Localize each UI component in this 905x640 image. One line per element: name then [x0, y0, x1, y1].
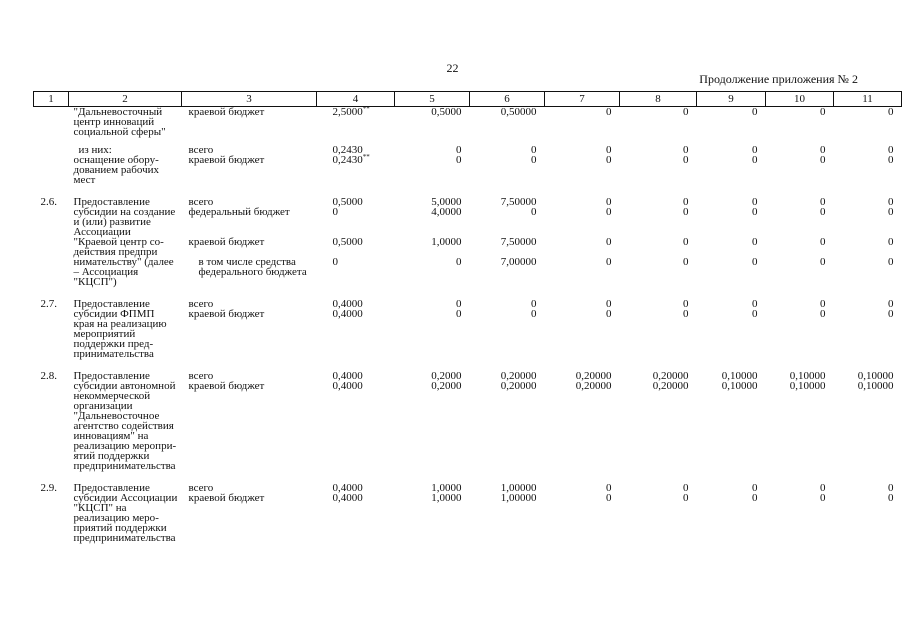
row-name: субсидии автономной некоммерческой организации "Дальневосточное агентство содействия инновациям" на реализацию мероприятий поддержки предпринимательства [73, 380, 177, 472]
row-source: всего [188, 196, 214, 208]
value-col7: 0 [606, 308, 612, 320]
column-header: 1 [34, 92, 69, 107]
continuation-label: Продолжение приложения № 2 [699, 72, 858, 86]
value-col8: 0 [683, 196, 689, 208]
value-col9: 0 [752, 196, 758, 208]
row-number [34, 493, 69, 543]
page-number: 22 [446, 61, 459, 75]
value-col11: 0 [888, 482, 894, 494]
row-number [34, 381, 69, 471]
value-col6: 0,20000 [500, 380, 537, 392]
value-col9: 0 [752, 492, 758, 504]
value-col10: 0 [820, 206, 826, 218]
value-col10: 0,10000 [789, 370, 826, 382]
value-col11: 0 [888, 206, 894, 218]
column-header: 9 [697, 92, 766, 107]
value-col4: 0,4000 [332, 380, 363, 392]
row-name: "Краевой центр содействия предпри [73, 236, 164, 258]
column-header: 4 [317, 92, 395, 107]
row-number [34, 309, 69, 359]
value-col4: 0 [332, 206, 338, 218]
value-col5: 5,0000 [431, 196, 462, 208]
value-col7: 0 [606, 106, 612, 118]
value-col4: 0,5000 [332, 196, 363, 208]
value-col10: 0 [820, 308, 826, 320]
row-source: краевой бюджет [188, 308, 265, 320]
value-col6: 0,50000 [500, 106, 537, 118]
row-name: субсидии ФПМП края на реализацию мероприятий поддержки предпринимательства [73, 308, 167, 360]
row-name: Предоставление [73, 196, 150, 208]
table-row [34, 107, 902, 138]
value-col8: 0 [683, 236, 689, 248]
value-col5: 4,0000 [431, 206, 462, 218]
row-name: из них: [78, 144, 112, 156]
value-col8: 0 [683, 106, 689, 118]
row-source: краевой бюджет [188, 380, 265, 392]
value-col5: 1,0000 [431, 482, 462, 494]
value-col10: 0 [820, 154, 826, 166]
value-col11: 0 [888, 256, 894, 268]
row-name: "Дальневосточный центр инноваций социальной сферы" [73, 106, 166, 138]
table-row [34, 257, 902, 287]
row-number: 2.8. [40, 370, 57, 382]
column-header: 10 [766, 92, 834, 107]
row-source: в том числе средства федерального бюджета [198, 256, 307, 278]
row-source: краевой бюджет [188, 154, 265, 166]
value-col6: 0 [531, 206, 537, 218]
table-row [34, 299, 902, 309]
table-row [34, 309, 902, 359]
value-col8: 0,20000 [652, 370, 689, 382]
value-col4: 0 [332, 256, 338, 268]
row-source: федеральный бюджет [188, 206, 290, 218]
value-col6: 7,00000 [500, 256, 537, 268]
row-name: оснащение оборудованием рабочих мест [73, 154, 160, 186]
value-col6: 7,50000 [500, 196, 537, 208]
row-name: Предоставление [73, 370, 150, 382]
value-col7: 0 [606, 206, 612, 218]
value-col7: 0 [606, 236, 612, 248]
budget-table [33, 91, 902, 543]
value-col4: 0,4000 [332, 492, 363, 504]
value-col6: 0 [531, 144, 537, 156]
column-header: 6 [470, 92, 545, 107]
row-name: Предоставление [73, 298, 150, 310]
table-row [34, 155, 902, 185]
value-col4: 0,4000 [332, 298, 363, 310]
value-col9: 0 [752, 144, 758, 156]
value-col6: 1,00000 [500, 482, 537, 494]
value-col5: 0,2000 [431, 380, 462, 392]
header-row [34, 92, 902, 107]
value-col5: 1,0000 [431, 492, 462, 504]
value-col6: 1,00000 [500, 492, 537, 504]
value-col8: 0 [683, 144, 689, 156]
column-header: 7 [545, 92, 620, 107]
value-col8: 0 [683, 154, 689, 166]
value-col9: 0 [752, 298, 758, 310]
value-col10: 0 [820, 256, 826, 268]
row-name: субсидии Ассоциации "КЦСП" на реализацию мероприятий поддержки предпринимательства [73, 492, 178, 544]
value-col6: 0 [531, 298, 537, 310]
row-source: всего [188, 482, 214, 494]
value-col6: 7,50000 [500, 236, 537, 248]
value-col8: 0 [683, 492, 689, 504]
value-col11: 0 [888, 236, 894, 248]
value-col7: 0 [606, 144, 612, 156]
row-number: 2.9. [40, 482, 57, 494]
value-col9: 0 [752, 154, 758, 166]
row-source: краевой бюджет [188, 106, 265, 118]
row-number [34, 237, 69, 257]
value-col4: 0,4000 [332, 370, 363, 382]
column-header: 3 [182, 92, 317, 107]
value-col5: 1,0000 [431, 236, 462, 248]
value-col10: 0 [820, 298, 826, 310]
value-col9: 0 [752, 482, 758, 494]
value-col11: 0 [888, 196, 894, 208]
value-col9: 0 [752, 308, 758, 320]
value-col4: 0,2430 [332, 144, 363, 156]
value-col9: 0 [752, 106, 758, 118]
row-number [34, 145, 69, 155]
value-col10: 0 [820, 482, 826, 494]
value-col7: 0 [606, 256, 612, 268]
table-row [34, 145, 902, 155]
column-header: 8 [620, 92, 697, 107]
column-header: 2 [69, 92, 182, 107]
value-col11: 0 [888, 106, 894, 118]
row-name: субсидии на создание и (или) развитие Ассоциации [73, 206, 176, 238]
value-col5: 0,5000 [431, 106, 462, 118]
value-col8: 0 [683, 482, 689, 494]
row-source: всего [188, 144, 214, 156]
value-col5: 0 [456, 256, 462, 268]
value-col4: 0,4000 [332, 308, 363, 320]
value-col8: 0,20000 [652, 380, 689, 392]
value-col7: 0 [606, 482, 612, 494]
value-col8: 0 [683, 256, 689, 268]
value-col6: 0,20000 [500, 370, 537, 382]
value-col9: 0 [752, 256, 758, 268]
table-row [34, 207, 902, 237]
row-source: краевой бюджет [188, 492, 265, 504]
value-col10: 0 [820, 236, 826, 248]
value-col7: 0 [606, 196, 612, 208]
value-col5: 0 [456, 144, 462, 156]
value-col7: 0,20000 [575, 380, 612, 392]
value-col11: 0 [888, 154, 894, 166]
value-col5: 0,2000 [431, 370, 462, 382]
row-number: 2.7. [40, 298, 57, 310]
value-col10: 0 [820, 492, 826, 504]
value-col5: 0 [456, 154, 462, 166]
value-col5: 0 [456, 298, 462, 310]
row-source: всего [188, 370, 214, 382]
value-col7: 0 [606, 298, 612, 310]
row-number [34, 207, 69, 237]
value-col8: 0 [683, 298, 689, 310]
column-header: 5 [395, 92, 470, 107]
value-col11: 0,10000 [857, 380, 894, 392]
value-col4: 2,5000** [332, 105, 370, 118]
value-col7: 0 [606, 492, 612, 504]
column-header: 11 [834, 92, 902, 107]
value-col10: 0,10000 [789, 380, 826, 392]
value-col4: 0,2430** [332, 153, 370, 166]
row-number: 2.6. [40, 196, 57, 208]
row-number [34, 107, 69, 138]
row-number [34, 257, 69, 287]
table-row [34, 381, 902, 471]
value-col9: 0,10000 [721, 380, 758, 392]
value-col4: 0,5000 [332, 236, 363, 248]
value-col10: 0 [820, 196, 826, 208]
value-col8: 0 [683, 308, 689, 320]
value-col11: 0 [888, 298, 894, 310]
row-source: всего [188, 298, 214, 310]
value-col6: 0 [531, 154, 537, 166]
value-col10: 0 [820, 106, 826, 118]
row-name: Предоставление [73, 482, 150, 494]
row-source: краевой бюджет [188, 236, 265, 248]
value-col5: 0 [456, 308, 462, 320]
table-body [34, 107, 902, 544]
value-col9: 0,10000 [721, 370, 758, 382]
value-col7: 0,20000 [575, 370, 612, 382]
table-row [34, 237, 902, 257]
table-row [34, 493, 902, 543]
value-col4: 0,4000 [332, 482, 363, 494]
row-name: нимательству" (далее – Ассоциация "КЦСП") [73, 256, 174, 288]
value-col9: 0 [752, 206, 758, 218]
value-col11: 0 [888, 492, 894, 504]
value-col10: 0 [820, 144, 826, 156]
value-col11: 0,10000 [857, 370, 894, 382]
value-col7: 0 [606, 154, 612, 166]
value-col8: 0 [683, 206, 689, 218]
value-col11: 0 [888, 308, 894, 320]
value-col6: 0 [531, 308, 537, 320]
row-number [34, 155, 69, 185]
value-col9: 0 [752, 236, 758, 248]
value-col11: 0 [888, 144, 894, 156]
